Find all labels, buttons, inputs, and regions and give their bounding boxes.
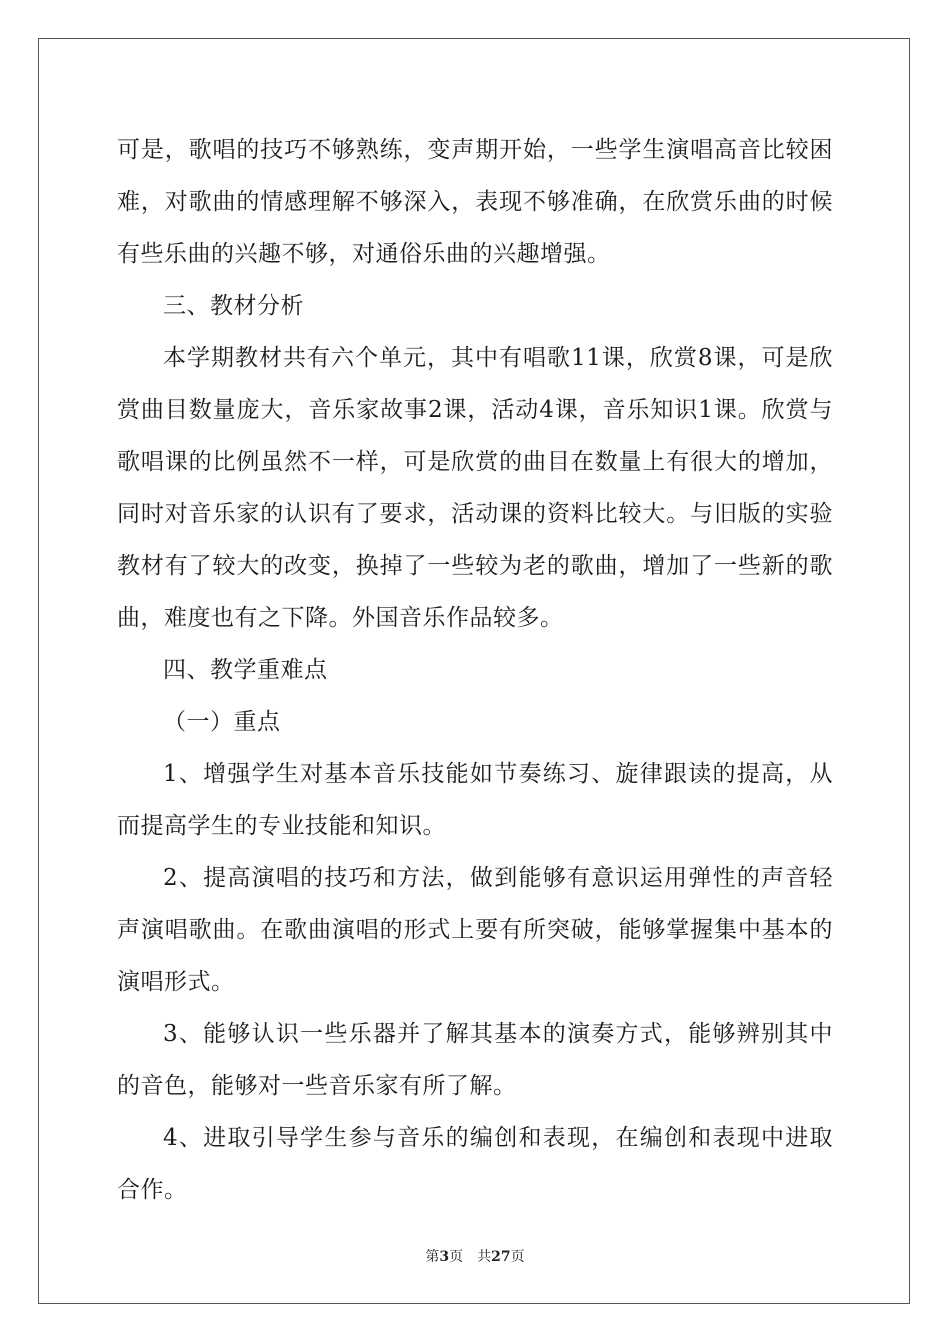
footer-page-prefix: 第 — [425, 1249, 440, 1265]
document-body — [117, 124, 833, 1216]
footer-page-number: 3 — [439, 1249, 450, 1265]
paragraph-textbook-analysis: 本学期教材共有六个单元，其中有唱歌11课，欣赏8课，可是欣赏曲目数量庞大，音乐家故事2课，活动4课，音乐知识1课。欣赏与歌唱课的比例虽然不一样，可是欣赏的曲目在数量上有很大的增加，同时对音乐家的认识有了要求，活动课的资料比较大。与旧版的实验教材有了较大的改变，换掉了一些较为老的歌曲，增加了一些新的歌曲，难度也有之下降。外国音乐作品较多。 — [117, 345, 833, 631]
heading-key-difficulties: 四、教学重难点 — [163, 657, 328, 683]
page-footer — [0, 1246, 950, 1266]
paragraph-intro: 可是，歌唱的技巧不够熟练，变声期开始，一些学生演唱高音比较困难，对歌曲的情感理解不够深入，表现不够准确，在欣赏乐曲的时候有些乐曲的兴趣不够，对通俗乐曲的兴趣增强。 — [117, 137, 833, 267]
heading-textbook-analysis: 三、教材分析 — [163, 293, 304, 319]
footer-total-pages: 27 — [491, 1249, 511, 1265]
list-item-3: 3、能够认识一些乐器并了解其基本的演奏方式，能够辨别其中的音色，能够对一些音乐家有所了解。 — [117, 1021, 833, 1099]
list-item-1: 1、增强学生对基本音乐技能如节奏练习、旋律跟读的提高，从而提高学生的专业技能和知识。 — [117, 761, 833, 839]
subheading-key-points: （一）重点 — [163, 709, 281, 735]
list-item-4: 4、进取引导学生参与音乐的编创和表现，在编创和表现中进取合作。 — [117, 1125, 833, 1203]
list-item-2: 2、提高演唱的技巧和方法，做到能够有意识运用弹性的声音轻声演唱歌曲。在歌曲演唱的形式上要有所突破，能够掌握集中基本的演唱形式。 — [117, 865, 833, 995]
footer-total-prefix: 共 — [477, 1249, 492, 1265]
footer-page-unit: 页 — [449, 1249, 464, 1265]
footer-total-unit: 页 — [510, 1249, 525, 1265]
